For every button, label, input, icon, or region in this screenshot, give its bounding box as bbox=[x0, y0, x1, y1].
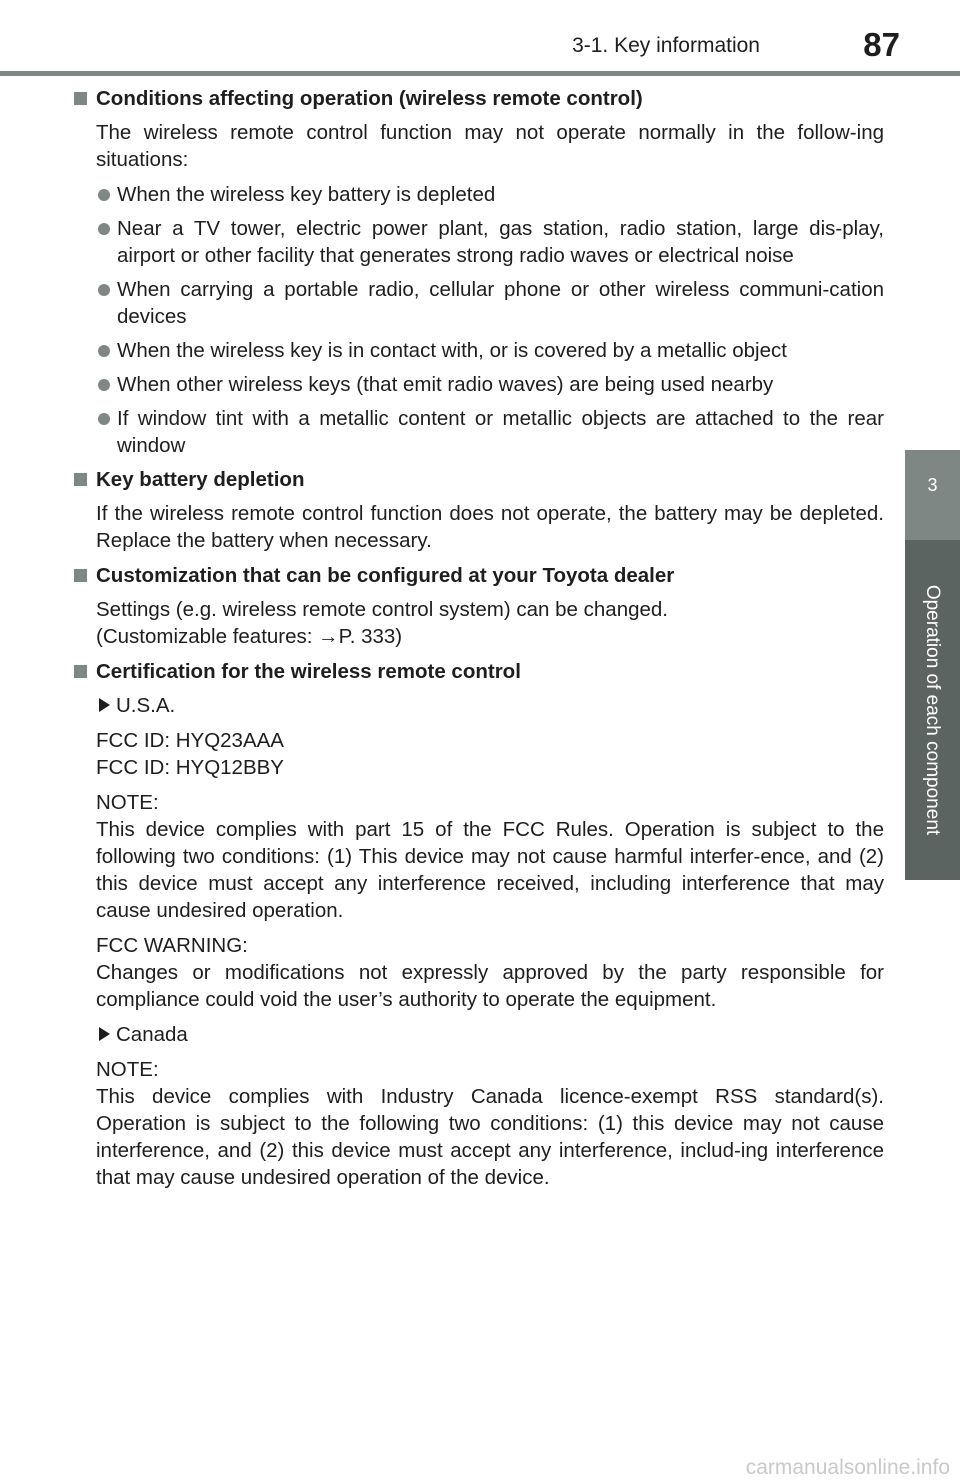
usa-warning bbox=[96, 932, 884, 1013]
circle-bullet-icon bbox=[98, 345, 110, 357]
list-item-text: When carrying a portable radio, cellular phone or other wireless communi-cation devices bbox=[117, 278, 884, 328]
battery-body: If the wireless remote control function does not operate, the battery may be depleted. Replace the battery when necessary. bbox=[96, 502, 884, 552]
usa-subheading bbox=[72, 692, 884, 719]
circle-bullet-icon bbox=[98, 413, 110, 425]
subheading-text: Canada bbox=[116, 1023, 188, 1046]
heading-text: Key battery depletion bbox=[96, 468, 305, 491]
note-body: This device complies with Industry Canada licence-exempt RSS standard(s). Operation is subject to the following two conditions: (1) this device may not cause interference, and (2) this device must accept any interference, includ-ing interference that may cause undesired operation of the device. bbox=[96, 1085, 884, 1189]
customization-reference: (Customizable features: →P. 333) bbox=[96, 625, 403, 648]
chapter-title: Operation of each component bbox=[922, 584, 943, 836]
note-label: NOTE: bbox=[96, 791, 159, 814]
heading-text: Certification for the wireless remote control bbox=[96, 660, 521, 683]
customization-body bbox=[96, 596, 884, 650]
list-item-text: When the wireless key is in contact with, or is covered by a metallic object bbox=[117, 339, 787, 362]
list-item-text: When the wireless key battery is depleted bbox=[117, 183, 496, 206]
usa-note bbox=[96, 789, 884, 924]
chapter-number: 3 bbox=[927, 475, 938, 495]
triangle-right-icon bbox=[99, 698, 110, 712]
subheading-text: U.S.A. bbox=[116, 694, 176, 717]
square-bullet-icon bbox=[74, 569, 87, 582]
circle-bullet-icon bbox=[98, 284, 110, 296]
section-title: 3-1. Key information bbox=[572, 34, 760, 57]
customization-line: Settings (e.g. wireless remote control system) can be changed. bbox=[96, 598, 668, 621]
heading-text: Conditions affecting operation (wireless remote control) bbox=[96, 87, 643, 110]
header-rule bbox=[0, 71, 960, 76]
square-bullet-icon bbox=[74, 473, 87, 486]
fcc-ids bbox=[96, 727, 884, 781]
warning-label: FCC WARNING: bbox=[96, 934, 248, 957]
list-item bbox=[72, 405, 884, 459]
list-item bbox=[72, 181, 884, 208]
heading-text: Customization that can be configured at your Toyota dealer bbox=[96, 564, 675, 587]
conditions-heading bbox=[72, 85, 884, 112]
warning-body: Changes or modifications not expressly approved by the party responsible for compliance could void the user’s authority to operate the equipment. bbox=[96, 961, 884, 1011]
note-label: NOTE: bbox=[96, 1058, 159, 1081]
canada-subheading bbox=[72, 1021, 884, 1048]
triangle-right-icon bbox=[99, 1027, 110, 1041]
list-item-text: Near a TV tower, electric power plant, gas station, radio station, large dis-play, airport or other facility that generates strong radio waves or electrical noise bbox=[117, 217, 884, 267]
list-item-text: If window tint with a metallic content or metallic objects are attached to the rear window bbox=[117, 407, 884, 457]
customization-heading bbox=[72, 562, 884, 589]
page-number: 87 bbox=[863, 26, 900, 63]
list-item-text: When other wireless keys (that emit radio waves) are being used nearby bbox=[117, 373, 774, 396]
list-item bbox=[72, 215, 884, 269]
list-item bbox=[72, 371, 884, 398]
list-item bbox=[72, 337, 884, 364]
square-bullet-icon bbox=[74, 92, 87, 105]
watermark: carmanualsonline.info bbox=[745, 1456, 950, 1479]
fcc-id: FCC ID: HYQ12BBY bbox=[96, 756, 284, 779]
circle-bullet-icon bbox=[98, 223, 110, 235]
conditions-intro: The wireless remote control function may not operate normally in the follow-ing situations: bbox=[96, 121, 884, 171]
canada-note bbox=[96, 1056, 884, 1191]
battery-heading bbox=[72, 466, 884, 493]
certification-heading bbox=[72, 658, 884, 685]
square-bullet-icon bbox=[74, 665, 87, 678]
list-item bbox=[72, 276, 884, 330]
circle-bullet-icon bbox=[98, 379, 110, 391]
page-content bbox=[72, 85, 884, 1199]
note-body: This device complies with part 15 of the FCC Rules. Operation is subject to the following two conditions: (1) This device may not cause harmful interfer-ence, and (2) this device must accept any interference received, including interference that may cause undesired operation. bbox=[96, 818, 884, 922]
circle-bullet-icon bbox=[98, 189, 110, 201]
fcc-id: FCC ID: HYQ23AAA bbox=[96, 729, 284, 752]
